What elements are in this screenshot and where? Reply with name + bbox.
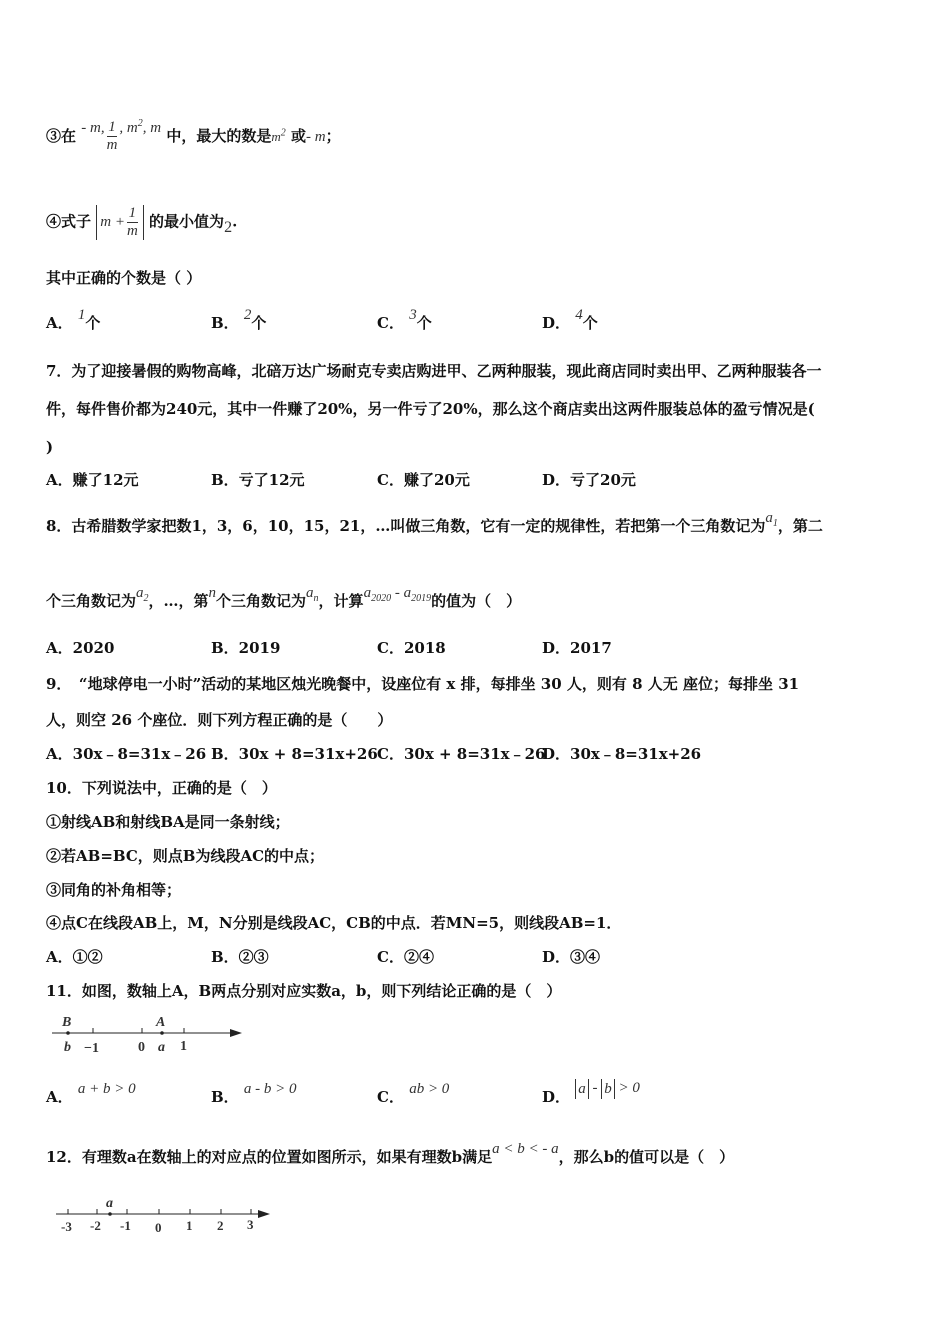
- q11-option-a[interactable]: A． a + b > 0: [46, 1081, 136, 1106]
- q8-option-d[interactable]: D．2017: [542, 639, 612, 657]
- q6-stem: 其中正确的个数是（ ）: [46, 269, 202, 287]
- q10-statement-2: ②若AB=BC，则点B为线段AC的中点；: [46, 847, 325, 865]
- q10-statement-1: ①射线AB和射线BA是同一条射线；: [46, 813, 290, 831]
- q7-line-1: 7．为了迎接暑假的购物高峰，北碚万达广场耐克专卖店购进甲、乙两种服装，现此商店同时卖出甲、乙两种服装各一: [46, 362, 822, 380]
- q9-line-2: 人，则空 26 个座位．则下列方程正确的是（ ）: [46, 711, 393, 729]
- label-A: A: [156, 1015, 166, 1030]
- tick-label-two: 2: [217, 1218, 224, 1233]
- q6-option-d[interactable]: D． 4个: [542, 307, 598, 332]
- q10-stem: 10．下列说法中，正确的是（ ）: [46, 779, 277, 797]
- point-a: [160, 1031, 164, 1035]
- tick-label-neg3: -3: [61, 1219, 72, 1234]
- q11-option-d[interactable]: D． a - b > 0: [542, 1080, 640, 1106]
- q12-number-line: [54, 1192, 279, 1240]
- q6-option-b[interactable]: B． 2个: [211, 307, 267, 332]
- label-B: B: [62, 1015, 72, 1030]
- q11-stem: 11．如图，数轴上A，B两点分别对应实数a，b，则下列结论正确的是（ ）: [46, 982, 562, 1000]
- difference-expression: $a_{2020} - a_{2019}$: [363, 585, 432, 604]
- q9-option-a[interactable]: A．30x﹣8=31x﹣26: [46, 745, 207, 763]
- label-a: a: [158, 1040, 165, 1055]
- abs-expression: m + $\frac{1}{m}$: [96, 205, 144, 240]
- statement-4: ④式子 m + $\frac{1}{m}$ 的最小值为2.: [46, 205, 238, 239]
- q6-option-c[interactable]: C． 3个: [377, 307, 432, 332]
- an-symbol: $a_n$: [306, 585, 319, 604]
- q10-statement-4: ④点C在线段AB上，M，N分别是线段AC，CB的中点．若MN=5，则线段AB=1．: [46, 914, 622, 932]
- q7-line-2: 件，每件售价都为240元，其中一件赚了20%，另一件亏了20%，那么这个商店卖出这两件服装总体的盈亏情况是(: [46, 400, 815, 418]
- a1-symbol: $a_1$: [765, 510, 778, 529]
- m-squared: $m^2$: [271, 127, 286, 144]
- tick-label-neg1: -1: [120, 1218, 131, 1233]
- a2-symbol: $a_2$: [136, 585, 149, 604]
- q9-option-d[interactable]: D．30x﹣8=31x+26: [542, 745, 702, 763]
- label-b: b: [64, 1040, 71, 1055]
- q9-option-b[interactable]: B．30x + 8=31x+26: [211, 745, 378, 763]
- condition: a < b < - a: [492, 1141, 559, 1157]
- point-b: [66, 1031, 70, 1035]
- q10-option-b[interactable]: B．②③: [211, 948, 269, 966]
- q11-option-c[interactable]: C． ab > 0: [377, 1081, 450, 1106]
- q11-number-line: [50, 1012, 250, 1058]
- tick-label-zero: 0: [155, 1220, 162, 1235]
- q8-option-c[interactable]: C．2018: [377, 639, 446, 657]
- label-a: a: [106, 1196, 113, 1211]
- q8-option-b[interactable]: B．2019: [211, 639, 281, 657]
- q7-option-b[interactable]: B．亏了12元: [211, 471, 305, 489]
- q10-statement-3: ③同角的补角相等；: [46, 881, 182, 899]
- label-neg1: −1: [84, 1041, 99, 1056]
- q10-option-c[interactable]: C．②④: [377, 948, 434, 966]
- q12-stem: 12．有理数a在数轴上的对应点的位置如图所示，如果有理数b满足a < b < - a，那么b的值可以是（ ）: [46, 1141, 735, 1166]
- q6-option-a[interactable]: A． 1个: [46, 307, 101, 332]
- q7-line-3: ): [46, 438, 54, 456]
- q7-option-d[interactable]: D．亏了20元: [542, 471, 636, 489]
- math-list: - m, $\frac{1}{m}$ , $m^2$, m: [81, 117, 162, 153]
- label-zero: 0: [138, 1040, 145, 1055]
- axis-arrow: [230, 1029, 242, 1037]
- tick-label-one: 1: [186, 1218, 193, 1233]
- point-a: [108, 1212, 112, 1216]
- q8-line-2: 个三角数记为$a_2$，…，第n个三角数记为$a_n$，计算$a_{2020} - a_{2019}$的值为（ ）: [46, 585, 522, 610]
- q10-option-d[interactable]: D．③④: [542, 948, 601, 966]
- q10-option-a[interactable]: A．①②: [46, 948, 103, 966]
- axis-arrow: [258, 1210, 270, 1218]
- q7-option-a[interactable]: A．赚了12元: [46, 471, 139, 489]
- q9-line-1: 9． “地球停电一小时”活动的某地区烛光晚餐中，设座位有 x 排，每排坐 30 人，则有 8 人无 座位；每排坐 31: [46, 675, 800, 693]
- label-one: 1: [180, 1039, 187, 1054]
- tick-label-neg2: -2: [90, 1218, 101, 1233]
- q8-option-a[interactable]: A．2020: [46, 639, 115, 657]
- tick-label-three: 3: [247, 1217, 254, 1232]
- q8-line-1: 8．古希腊数学家把数1，3，6，10，15，21，…叫做三角数，它有一定的规律性，若把第一个三角数记为$a_1$，第二: [46, 510, 823, 535]
- q11-option-b[interactable]: B． a - b > 0: [211, 1081, 297, 1106]
- q7-option-c[interactable]: C．赚了20元: [377, 471, 470, 489]
- statement-3: ③在 - m, $\frac{1}{m}$ , $m^2$, m 中，最大的数是$m^2$ 或- m；: [46, 117, 341, 153]
- q9-option-c[interactable]: C．30x + 8=31x﹣26: [377, 745, 546, 763]
